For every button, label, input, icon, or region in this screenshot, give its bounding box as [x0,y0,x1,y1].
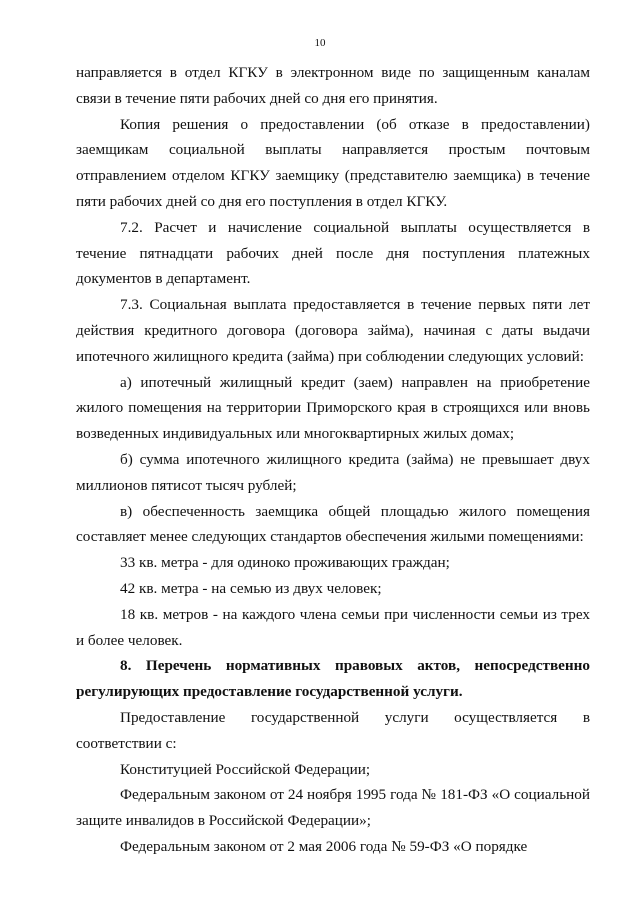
section-heading: 8. Перечень нормативных правовых актов, непосредственно регулирующих предоставление государственной услуги. [76,657,590,701]
paragraph: Предоставление государственной услуги осуществляется в соответствии с: [76,708,590,752]
list-item: Федеральным законом от 2 мая 2006 года № 59-ФЗ «О порядке [120,837,528,855]
list-item: Конституцией Российской Федерации; [120,760,371,778]
list-item: 18 кв. метров - на каждого члена семьи при численности семьи из трех и более человек. [76,605,590,649]
list-item: в) обеспеченность заемщика общей площадью жилого помещения составляет менее следующих стандартов обеспечения жилыми помещениями: [76,502,590,546]
paragraph: Копия решения о предоставлении (об отказе в предоставлении) заемщикам социальной выплаты направляется простым почтовым отправлением отделом КГКУ заемщику (представителю заемщика) в течение пяти рабочих дней со дня его поступления в отдел КГКУ. [76,115,590,210]
list-item: а) ипотечный жилищный кредит (заем) направлен на приобретение жилого помещения на территории Приморского края в строящихся или вновь возведенных индивидуальных или многоквартирных жилых домах; [76,373,590,443]
list-item: Федеральным законом от 24 ноября 1995 года № 181-ФЗ «О социальной защите инвалидов в Российской Федерации»; [76,786,590,830]
list-item: 42 кв. метра - на семью из двух человек; [120,579,382,597]
list-item: 33 кв. метра - для одиноко проживающих граждан; [120,554,450,572]
paragraph: 7.2. Расчет и начисление социальной выплаты осуществляется в течение пятнадцати рабочих дней после дня поступления платежных документов в департамент. [76,218,590,288]
page-number: 10 [314,37,326,49]
document-body [76,60,590,860]
list-item: б) сумма ипотечного жилищного кредита (займа) не превышает двух миллионов пятисот тысяч рублей; [76,450,590,494]
paragraph: 7.3. Социальная выплата предоставляется в течение первых пяти лет действия кредитного договора (договора займа), начиная с даты выдачи ипотечного жилищного кредита (займа) при соблюдении следующих условий: [76,296,590,365]
paragraph: направляется в отдел КГКУ в электронном виде по защищенным каналам связи в течение пяти рабочих дней со дня его принятия. [76,64,590,107]
